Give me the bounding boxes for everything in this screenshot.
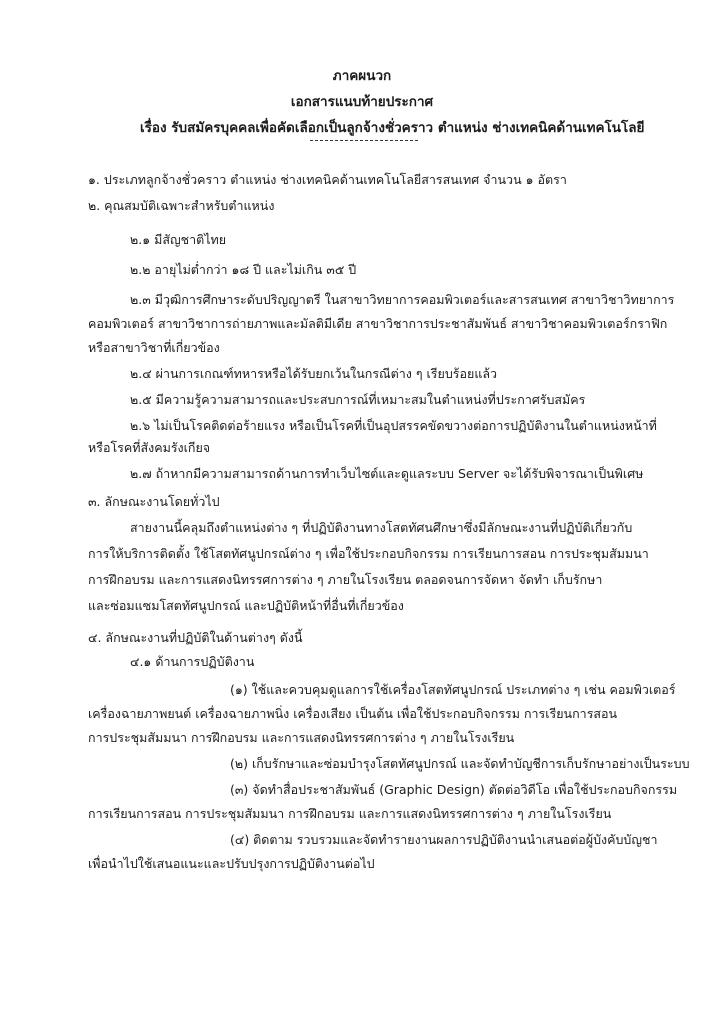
qualification-item-6-line-1: ๒.๖ ไม่เป็นโรคติดต่อร้ายแรง หรือเป็นโรคที่เป็นอุปสรรคขัดขวางต่อการปฏิบัติงานในตำแหน่งหน้าที่ [130,418,657,433]
qualification-item-3-line-1: ๒.๓ มีวุฒิการศึกษาระดับปริญญาตรี ในสาขาวิทยาการคอมพิวเตอร์และสารสนเทศ สาขาวิชาวิทยาการ [130,292,675,307]
duty-1-line-3: การประชุมสัมมนา การฝึกอบรม และการแสดงนิทรรศการต่าง ๆ ภายในโรงเรียน [88,730,515,745]
qualification-item-5: ๒.๕ มีความรู้ความสามารถและประสบการณ์ที่เหมาะสมในตำแหน่งที่ประกาศรับสมัคร [130,392,586,407]
qualification-item-6-line-2: หรือโรคที่สังคมรังเกียจ [88,440,211,455]
section1-text: ๑. ประเภทลูกจ้างชั่วคราว ตำแหน่ง ช่างเทคนิคด้านเทคโนโลยีสารสนเทศ จำนวน ๑ อัตรา [88,172,567,187]
section3-line-1: สายงานนี้คลุมถึงตำแหน่งต่าง ๆ ที่ปฏิบัติงานทางโสตทัศนศึกษาซึ่งมีลักษณะงานที่ปฏิบัติเกี่ยวกับ [130,520,633,535]
document-subject: เรื่อง รับสมัครบุคคลเพื่อคัดเลือกเป็นลูกจ้างชั่วคราว ตำแหน่ง ช่างเทคนิคด้านเทคโนโลยี [140,120,645,136]
section4-subheading-1: ๔.๑ ด้านการปฏิบัติงาน [130,654,255,669]
duty-4-line-2: เพื่อนำไปใช้เสนอแนะและปรับปรุงการปฏิบัติงานต่อไป [88,856,375,871]
duty-2: (๒) เก็บรักษาและซ่อมบำรุงโสตทัศนูปกรณ์ และจัดทำบัญชีการเก็บรักษาอย่างเป็นระบบ [230,756,690,771]
qualification-item-3-line-2: คอมพิวเตอร์ สาขาวิชาการถ่ายภาพและมัลติมีเดีย สาขาวิชาการประชาสัมพันธ์ สาขาวิชาคอมพิวเตอร์กราฟิก [88,316,668,331]
qualification-item-7: ๒.๗ ถ้าหากมีความสามารถด้านการทำเว็บไซต์และดูแลระบบ Server จะได้รับพิจารณาเป็นพิเศษ [130,466,644,481]
duty-4-line-1: (๔) ติดตาม รวบรวมและจัดทำรายงานผลการปฏิบัติงานนำเสนอต่อผู้บังคับบัญชา [230,832,658,847]
qualification-item-2: ๒.๒ อายุไม่ต่ำกว่า ๑๘ ปี และไม่เกิน ๓๕ ปี [130,262,357,277]
document-title: ภาคผนวก [332,68,392,84]
section2-heading: ๒. คุณสมบัติเฉพาะสำหรับตำแหน่ง [88,198,275,213]
duty-3-line-1: (๓) จัดทำสื่อประชาสัมพันธ์ (Graphic Design) ตัดต่อวิดีโอ เพื่อใช้ประกอบกิจกรรม [230,782,678,797]
title-divider [310,140,418,141]
duty-1-line-1: (๑) ใช้และควบคุมดูแลการใช้เครื่องโสตทัศนูปกรณ์ ประเภทต่าง ๆ เช่น คอมพิวเตอร์ [230,682,676,697]
section3-line-4: และซ่อมแซมโสตทัศนูปกรณ์ และปฏิบัติหน้าที่อื่นที่เกี่ยวข้อง [88,598,404,613]
document-subtitle: เอกสารแนบท้ายประกาศ [290,94,434,110]
section4-heading: ๔. ลักษณะงานที่ปฏิบัติในด้านต่างๆ ดังนี้ [88,630,303,645]
section3-line-2: การให้บริการติดตั้ง ใช้โสตทัศนูปกรณ์ต่าง ๆ เพื่อใช้ประกอบกิจกรรม การเรียนการสอน การประชุมสัมมนา [88,546,649,561]
duty-3-line-2: การเรียนการสอน การประชุมสัมมนา การฝึกอบรม และการแสดงนิทรรศการต่าง ๆ ภายในโรงเรียน [88,806,612,821]
qualification-item-3-line-3: หรือสาขาวิชาที่เกี่ยวข้อง [88,340,220,355]
section3-line-3: การฝึกอบรม และการแสดงนิทรรศการต่าง ๆ ภายในโรงเรียน ตลอดจนการจัดหา จัดทำ เก็บรักษา [88,572,603,587]
qualification-item-4: ๒.๔ ผ่านการเกณฑ์ทหารหรือได้รับยกเว้นในกรณีต่าง ๆ เรียบร้อยแล้ว [130,366,498,381]
duty-1-line-2: เครื่องฉายภาพยนต์ เครื่องฉายภาพนิ่ง เครื่องเสียง เป็นต้น เพื่อใช้ประกอบกิจกรรม การเรียนการสอน [88,706,618,721]
section3-heading: ๓. ลักษณะงานโดยทั่วไป [88,494,220,509]
qualification-item-1: ๒.๑ มีสัญชาติไทย [130,232,227,247]
